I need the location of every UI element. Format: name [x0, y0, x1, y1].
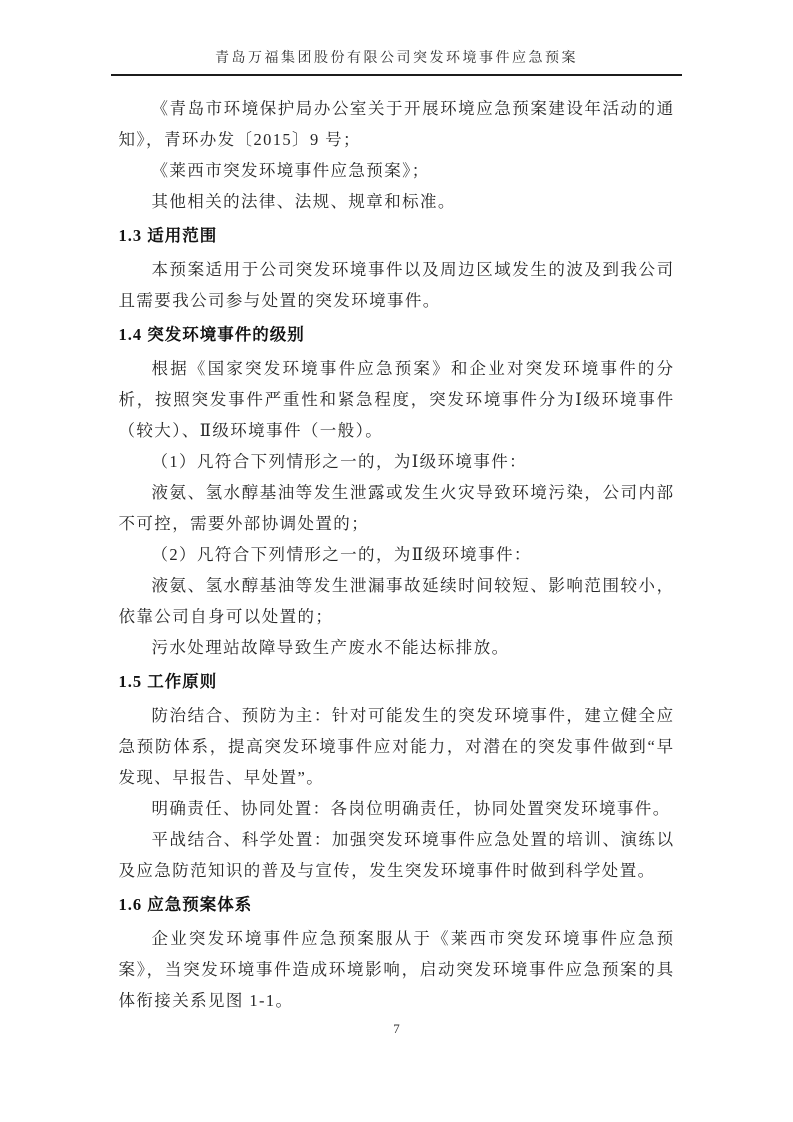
- header-divider: [111, 74, 682, 76]
- body-paragraph: 企业突发环境事件应急预案服从于《莱西市突发环境事件应急预案》，当突发环境事件造成环境影响，启动突发环境事件应急预案的具体衔接关系见图 1-1。: [118, 929, 675, 1010]
- body-paragraph: 平战结合、科学处置：加强突发环境事件应急处置的培训、演练以及应急防范知识的普及与宣传，发生突发环境事件时做到科学处置。: [118, 830, 675, 880]
- body-paragraph: 污水处理站故障导致生产废水不能达标排放。: [151, 638, 510, 657]
- page-number: 7: [393, 1021, 400, 1036]
- section-heading-1-4: 1.4 突发环境事件的级别: [118, 325, 305, 344]
- document-header-title: 青岛万福集团股份有限公司突发环境事件应急预案: [215, 51, 578, 66]
- page-header: [0, 0, 793, 76]
- body-paragraph: 液氨、氢水醇基油等发生泄露或发生火灾导致环境污染，公司内部不可控，需要外部协调处置的；: [118, 483, 675, 533]
- body-paragraph: 明确责任、协同处置：各岗位明确责任，协同处置突发环境事件。: [151, 799, 671, 818]
- page-footer: [0, 1020, 793, 1038]
- body-paragraph: 本预案适用于公司突发环境事件以及周边区域发生的波及到我公司且需要我公司参与处置的突发环境事件。: [118, 260, 675, 310]
- body-paragraph: 根据《国家突发环境事件应急预案》和企业对突发环境事件的分析，按照突发事件严重性和紧急程度，突发环境事件分为Ⅰ级环境事件（较大）、Ⅱ级环境事件（一般）。: [118, 359, 675, 440]
- section-heading-1-6: 1.6 应急预案体系: [118, 895, 253, 914]
- body-paragraph: （1）凡符合下列情形之一的，为Ⅰ级环境事件：: [151, 452, 528, 471]
- body-paragraph: （2）凡符合下列情形之一的，为Ⅱ级环境事件：: [151, 545, 532, 564]
- body-paragraph: 液氨、氢水醇基油等发生泄漏事故延续时间较短、影响范围较小，依靠公司自身可以处置的；: [118, 576, 675, 626]
- document-body: [119, 93, 675, 1016]
- body-paragraph: 《青岛市环境保护局办公室关于开展环境应急预案建设年活动的通知》，青环办发〔2015〕9 号；: [118, 99, 675, 149]
- body-paragraph: 其他相关的法律、法规、规章和标准。: [151, 192, 456, 211]
- section-heading-1-5: 1.5 工作原则: [118, 672, 218, 691]
- body-paragraph: 防治结合、预防为主：针对可能发生的突发环境事件，建立健全应急预防体系，提高突发环境事件应对能力，对潜在的突发事件做到“早发现、早报告、早处置”。: [118, 706, 675, 787]
- body-paragraph: 《莱西市突发环境事件应急预案》；: [151, 161, 430, 180]
- section-heading-1-3: 1.3 适用范围: [118, 226, 218, 245]
